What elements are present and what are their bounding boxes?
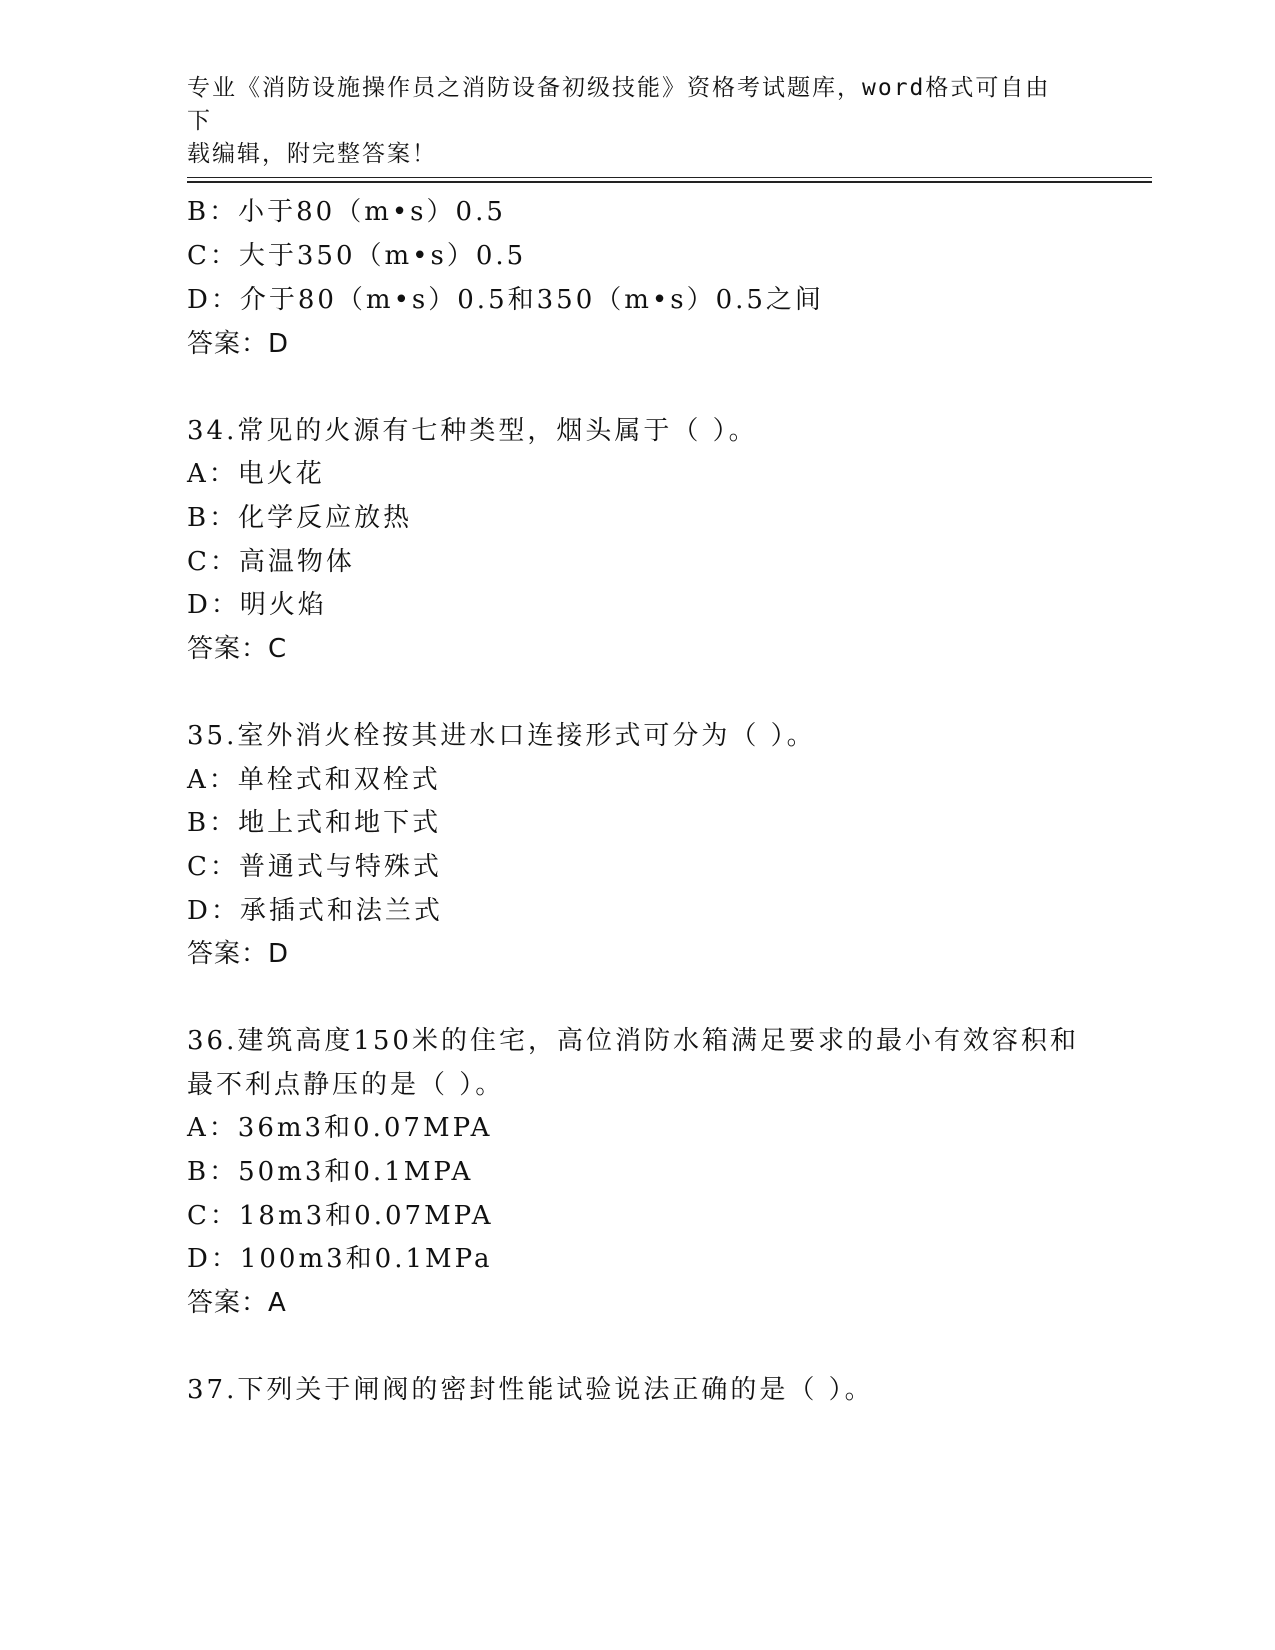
q36-option-c: C：18m3和0.07MPA [187, 1201, 494, 1231]
q34-stem: 34.常见的火源有七种类型，烟头属于（ ）。 [187, 416, 758, 446]
header-divider-thick [187, 181, 1152, 183]
q33-option-b: B：小于80（m•s）0.5 [187, 197, 506, 227]
q36-option-d: D：100m3和0.1MPa [187, 1244, 493, 1274]
document-header [187, 72, 1067, 171]
q34-option-c: C：高温物体 [187, 547, 355, 577]
q34-option-b: B：化学反应放热 [187, 503, 413, 533]
header-divider-thin [187, 177, 1152, 178]
q35-option-a: A：单栓式和双栓式 [187, 765, 441, 795]
header-line-2: 载编辑，附完整答案！ [187, 141, 437, 167]
q36-stem-line-2: 最不利点静压的是（ ）。 [187, 1070, 505, 1100]
q34-answer: 答案：C [187, 634, 288, 664]
q35-option-d: D：承插式和法兰式 [187, 896, 443, 926]
q36-answer: 答案：A [187, 1288, 287, 1318]
q33-option-c: C：大于350（m•s）0.5 [187, 241, 527, 271]
q36-stem-line-1: 36.建筑高度150米的住宅，高位消防水箱满足要求的最小有效容积和 [187, 1026, 1079, 1056]
q33-option-d: D：介于80（m•s）0.5和350（m•s）0.5之间 [187, 285, 824, 315]
q34-option-a: A：电火花 [187, 459, 325, 489]
q35-stem: 35.室外消火栓按其进水口连接形式可分为（ ）。 [187, 721, 816, 751]
q35-option-c: C：普通式与特殊式 [187, 852, 442, 882]
q36-option-b: B：50m3和0.1MPA [187, 1157, 474, 1187]
q33-answer: 答案：D [187, 329, 290, 359]
q37-stem: 37.下列关于闸阀的密封性能试验说法正确的是（ ）。 [187, 1375, 874, 1405]
header-line-1: 专业《消防设施操作员之消防设备初级技能》资格考试题库，word格式可自由下 [187, 75, 1051, 134]
q36-option-a: A：36m3和0.07MPA [187, 1113, 493, 1143]
q35-option-b: B：地上式和地下式 [187, 808, 442, 838]
q35-answer: 答案：D [187, 939, 290, 969]
q34-option-d: D：明火焰 [187, 590, 327, 620]
